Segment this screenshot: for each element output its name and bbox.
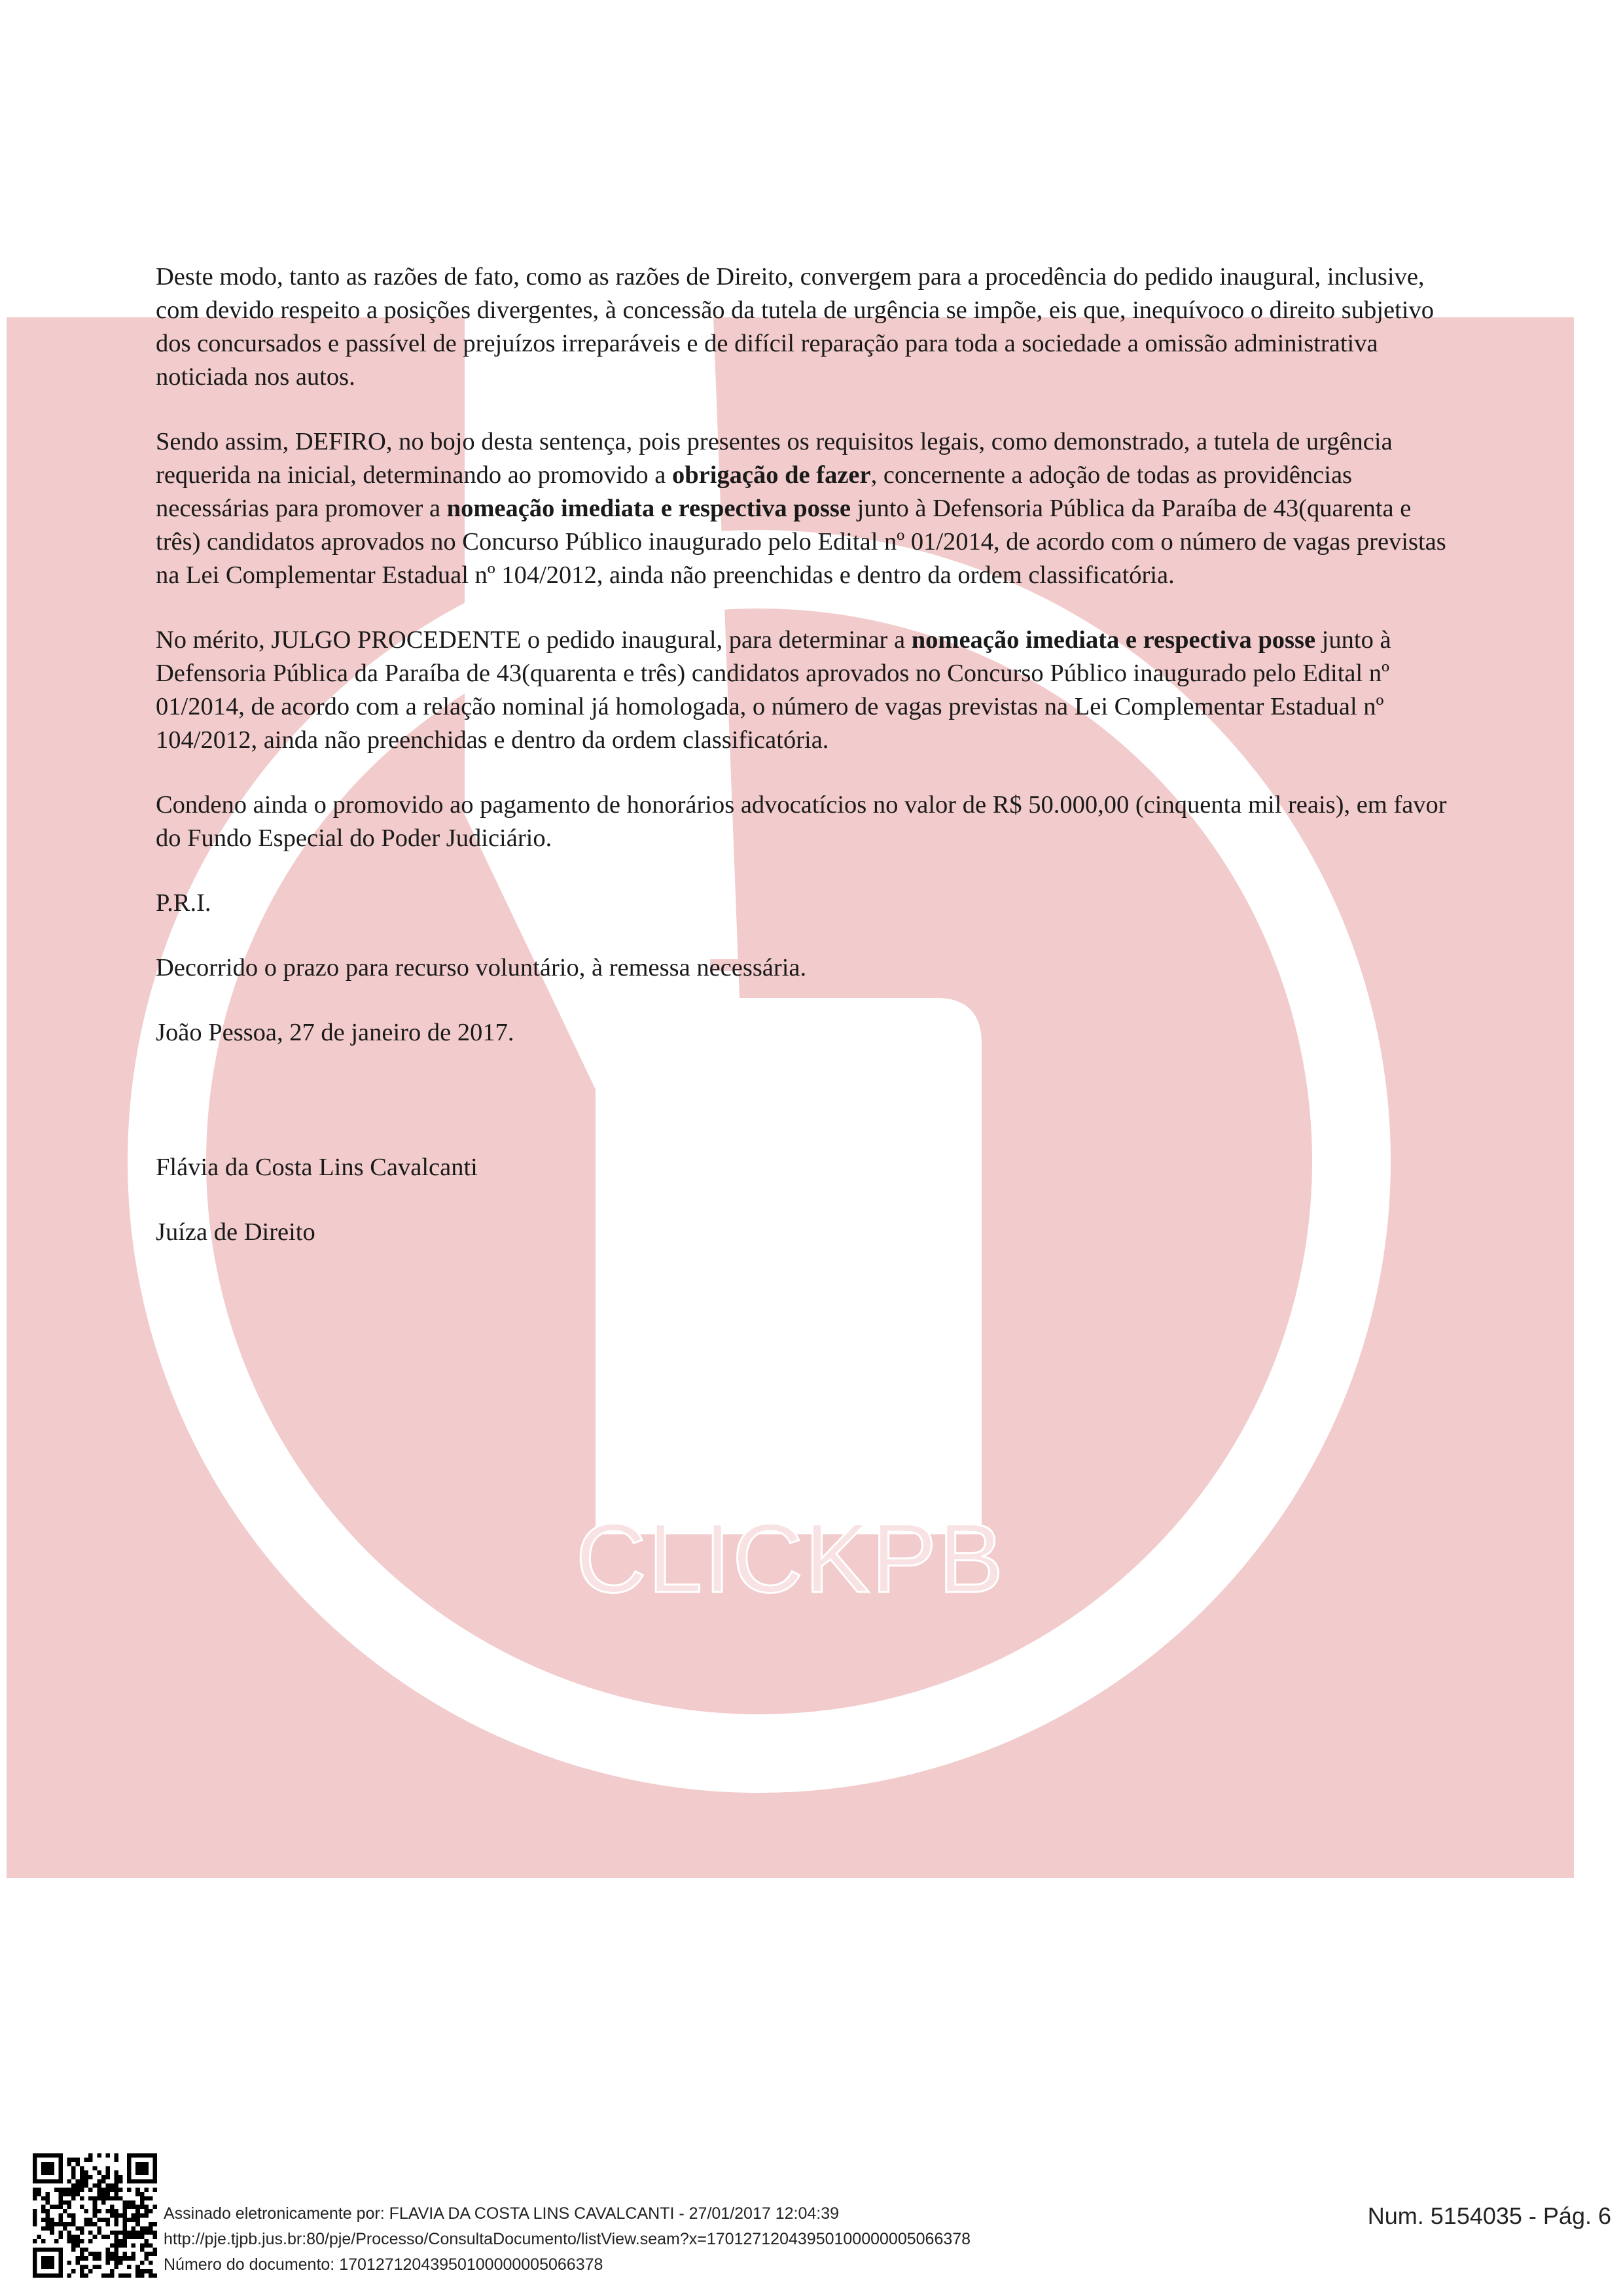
document-body bbox=[156, 260, 1458, 1280]
remessa-text: Decorrido o prazo para recurso voluntário, à remessa necessária. bbox=[156, 954, 807, 981]
signature-info bbox=[164, 2201, 971, 2278]
place-date: João Pessoa, 27 de janeiro de 2017. bbox=[156, 1019, 514, 1046]
document-footer bbox=[0, 2143, 1623, 2296]
text-run: junto à Defensoria Pública da Paraíba de 43(quarenta e três) candidatos aprovados no Concurso Público inaugurado pelo Edital nº 01/2014, de acordo com o número de vagas previstas na Lei Complementar Estadual nº 104/2012, ainda não preenchidas e dentro da ordem classificatória. bbox=[156, 495, 1446, 589]
text-run: No mérito, JULGO PROCEDENTE o pedido inaugural, para determinar a bbox=[156, 626, 912, 654]
bold-text: nomeação imediata e respectiva posse bbox=[446, 495, 851, 522]
paragraph-p2 bbox=[156, 425, 1458, 592]
text-run: Sendo assim, DEFIRO, no bojo desta sentença, pois presentes os requisitos legais, como demonstrado, a tutela de urgência requerida na inicial, determinando ao promovido a bbox=[156, 428, 1393, 489]
text-run: , concernente a adoção de todas as providências necessárias para promover a bbox=[156, 461, 1353, 522]
document-number-line: Número do documento: 17012712043950100000005066378 bbox=[164, 2255, 603, 2274]
watermark-text: CLICKPB bbox=[575, 1503, 1005, 1613]
document-url[interactable]: http://pje.tjpb.jus.br:80/pje/Processo/ConsultaDocumento/listView.seam?x=17012712043950100000005066378 bbox=[164, 2230, 971, 2248]
paragraph-p4 bbox=[156, 788, 1458, 855]
signed-by-line: Assinado eletronicamente por: FLAVIA DA COSTA LINS CAVALCANTI - 27/01/2017 12:04:39 bbox=[164, 2204, 840, 2223]
pri-text: P.R.I. bbox=[156, 889, 211, 917]
signature-name: Flávia da Costa Lins Cavalcanti bbox=[156, 1154, 478, 1181]
bold-text: nomeação imediata e respectiva posse bbox=[911, 626, 1316, 654]
text-run: junto à Defensoria Pública da Paraíba de 43(quarenta e três) candidatos aprovados no Concurso Público inaugurado pelo Edital nº 01/2014, de acordo com a relação nominal já homologada, o número de vagas previstas na Lei Complementar Estadual nº 104/2012, ainda não preenchidas e dentro da ordem classificatória. bbox=[156, 626, 1391, 754]
bold-text: obrigação de fazer bbox=[671, 461, 871, 489]
text-run: Condeno ainda o promovido ao pagamento de honorários advocatícios no valor de R$ 50.000,00 (cinquenta mil reais), em favor do Fundo Especial do Poder Judiciário. bbox=[156, 791, 1447, 852]
qr-code-icon bbox=[33, 2153, 157, 2278]
paragraph-p3 bbox=[156, 624, 1458, 757]
text-run: Deste modo, tanto as razões de fato, como as razões de Direito, convergem para a procedência do pedido inaugural, inclusive, com devido respeito a posições divergentes, à concessão da tutela de urgência se impõe, eis que, inequívoco o direito subjetivo dos concursados e passível de prejuízos irreparáveis e de difícil reparação para toda a sociedade a omissão administrativa noticiada nos autos. bbox=[156, 263, 1434, 391]
signature-role: Juíza de Direito bbox=[156, 1218, 315, 1246]
paragraph-p1 bbox=[156, 260, 1458, 394]
page-number: Num. 5154035 - Pág. 6 bbox=[1367, 2202, 1611, 2229]
